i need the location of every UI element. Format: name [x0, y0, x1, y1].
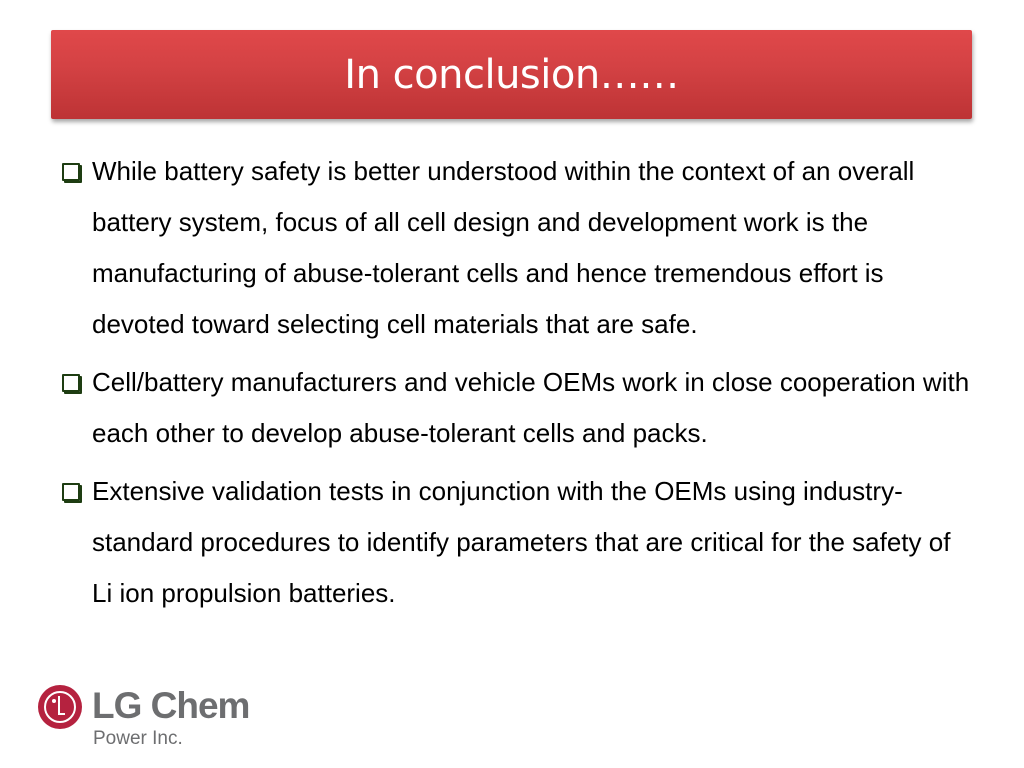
checkbox-bullet-icon — [62, 374, 80, 392]
bullet-item — [62, 357, 972, 459]
bullet-text: While battery safety is better understood within the context of an overall battery system, focus of all cell design and development work is the manufacturing of abuse-tolerant cells and hence tremendous effort is devoted toward selecting cell materials that are safe. — [92, 156, 915, 339]
bullet-list — [62, 146, 972, 626]
logo-subtitle: Power Inc. — [93, 728, 183, 749]
bullet-text: Extensive validation tests in conjunction with the OEMs using industry-standard procedures to identify parameters that are critical for the safety of Li ion propulsion batteries. — [92, 476, 951, 608]
bullet-item — [62, 466, 972, 619]
slide-title: In conclusion…… — [344, 51, 679, 98]
checkbox-bullet-icon — [62, 483, 80, 501]
checkbox-bullet-icon — [62, 163, 80, 181]
lg-chem-logo — [36, 682, 256, 752]
bullet-text: Cell/battery manufacturers and vehicle OEMs work in close cooperation with each other to develop abuse-tolerant cells and packs. — [92, 367, 970, 448]
lg-face-icon — [38, 685, 82, 729]
bullet-item — [62, 146, 972, 350]
title-banner — [51, 30, 972, 119]
logo-name: LG Chem — [92, 685, 250, 726]
